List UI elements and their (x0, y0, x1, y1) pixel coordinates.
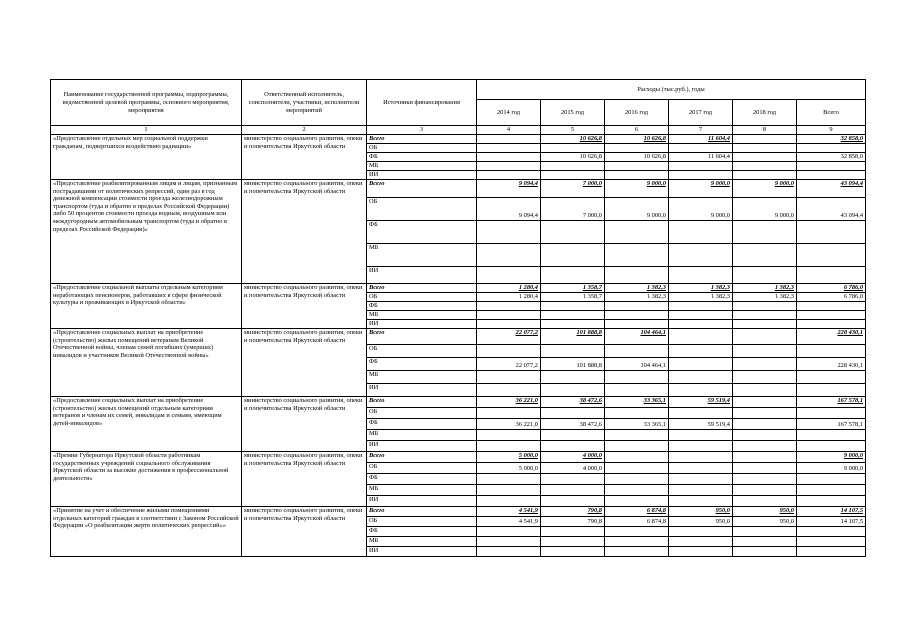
year-value (605, 371, 669, 384)
program-name: «Принятие на учет и обеспечение жилыми помещениями отдельных категорий граждан в соответствии с Законом Российской Федерации «О реабилитации жертв политических репрессий»» (51, 507, 242, 557)
year-value (477, 496, 541, 507)
year-value: 1 382,3 (733, 293, 797, 302)
year-value (733, 496, 797, 507)
total-value (797, 311, 866, 320)
year-value: 1 382,3 (669, 293, 733, 302)
total-value (797, 474, 866, 485)
total-value (797, 430, 866, 441)
header-year: 2018 год (733, 100, 797, 126)
header-year: 2016 год (605, 100, 669, 126)
total-value (797, 527, 866, 537)
total-value: 43 094,4 (797, 198, 866, 221)
year-value (541, 221, 605, 244)
funding-source: ИИ (367, 384, 477, 397)
header-responsible: Ответственный исполнитель, соисполнители, участники, исполнители мероприятий (242, 80, 367, 126)
year-value: 9 094,4 (477, 198, 541, 221)
year-value (605, 162, 669, 171)
year-value (733, 221, 797, 244)
total-value: 228 430,1 (797, 329, 866, 345)
year-value: 1 280,4 (477, 293, 541, 302)
year-value: 7 000,0 (541, 180, 605, 198)
document-page (50, 79, 865, 557)
funding-source: Всего (367, 284, 477, 293)
funding-source: МБ (367, 485, 477, 496)
funding-source: Всего (367, 135, 477, 144)
year-value (541, 430, 605, 441)
year-value: 9 000,0 (669, 198, 733, 221)
total-value (797, 144, 866, 153)
funding-source: ФБ (367, 527, 477, 537)
year-value (605, 537, 669, 547)
year-value (605, 384, 669, 397)
year-value: 10 626,8 (605, 135, 669, 144)
total-value (797, 345, 866, 358)
total-value (797, 221, 866, 244)
year-value (541, 527, 605, 537)
funding-source: ОБ (367, 517, 477, 527)
year-value (733, 441, 797, 452)
year-value: 36 221,0 (477, 419, 541, 430)
year-value: 5 000,0 (477, 452, 541, 463)
program-name: «Премии Губернатора Иркутской области работникам государственных учреждений социального обслуживания Иркутской области за высокие достижения в профессиональной деятельности» (51, 452, 242, 507)
year-value: 10 626,8 (541, 135, 605, 144)
funding-source: ИИ (367, 320, 477, 329)
year-value (733, 527, 797, 537)
year-value: 950,0 (733, 517, 797, 527)
year-value: 10 626,8 (605, 153, 669, 162)
column-number-row (51, 126, 866, 135)
year-value: 1 382,3 (605, 293, 669, 302)
year-value: 1 382,3 (733, 284, 797, 293)
year-value (605, 474, 669, 485)
year-value (733, 371, 797, 384)
total-value: 14 107,5 (797, 517, 866, 527)
year-value (669, 267, 733, 284)
year-value (669, 371, 733, 384)
column-number: 7 (669, 126, 733, 135)
year-value (477, 221, 541, 244)
year-value (541, 162, 605, 171)
year-value (669, 463, 733, 474)
year-value (733, 267, 797, 284)
year-value (733, 329, 797, 345)
header-year: 2014 год (477, 100, 541, 126)
funding-source: Всего (367, 329, 477, 345)
year-value (605, 408, 669, 419)
year-value (541, 267, 605, 284)
funding-source: ФБ (367, 358, 477, 371)
total-value: 9 000,0 (797, 452, 866, 463)
year-value: 7 000,0 (541, 198, 605, 221)
year-value (541, 384, 605, 397)
funding-source: ОБ (367, 144, 477, 153)
year-value (669, 485, 733, 496)
header-year: 2017 год (669, 100, 733, 126)
program-name: «Предоставление социальной выплаты отдельным категориям неработающих пенсионеров, работавших в сфере физической культуры и проживающих в Иркутской области» (51, 284, 242, 329)
column-number: 5 (541, 126, 605, 135)
year-value: 36 221,0 (477, 397, 541, 408)
year-value (733, 358, 797, 371)
year-value (541, 408, 605, 419)
year-value: 4 541,9 (477, 507, 541, 517)
year-value (477, 135, 541, 144)
year-value: 38 472,6 (541, 419, 605, 430)
year-value (605, 221, 669, 244)
year-value: 5 000,0 (477, 463, 541, 474)
year-value: 9 094,4 (477, 180, 541, 198)
year-value (733, 474, 797, 485)
year-value (541, 345, 605, 358)
year-value (669, 430, 733, 441)
funding-source: МБ (367, 537, 477, 547)
table-body (51, 135, 866, 557)
year-value (477, 320, 541, 329)
year-value (733, 171, 797, 180)
year-value: 59 519,4 (669, 419, 733, 430)
year-value (477, 527, 541, 537)
column-number: 2 (242, 126, 367, 135)
responsible-executor: министерство социального развития, опеки и попечительства Иркутской области (242, 180, 367, 284)
year-value (605, 311, 669, 320)
year-value: 22 077,2 (477, 358, 541, 371)
year-value (541, 311, 605, 320)
header-sources: Источники финансирования (367, 80, 477, 126)
year-value (669, 408, 733, 419)
year-value (733, 302, 797, 311)
header-total: Всего (797, 100, 866, 126)
year-value: 9 000,0 (733, 198, 797, 221)
total-value (797, 371, 866, 384)
funding-source: ФБ (367, 221, 477, 244)
year-value: 101 888,8 (541, 329, 605, 345)
total-value (797, 496, 866, 507)
year-value (477, 171, 541, 180)
year-value (541, 474, 605, 485)
year-value: 9 000,0 (733, 180, 797, 198)
funding-source: ИИ (367, 547, 477, 557)
year-value: 6 874,8 (605, 517, 669, 527)
year-value: 1 280,4 (477, 284, 541, 293)
year-value (733, 547, 797, 557)
year-value (669, 221, 733, 244)
year-value (605, 485, 669, 496)
table-row (51, 507, 866, 517)
program-name: «Предоставление отдельных мер социальной поддержки гражданам, подвергшихся воздействию радиации» (51, 135, 242, 180)
year-value (733, 537, 797, 547)
year-value (733, 345, 797, 358)
table-row (51, 284, 866, 293)
year-value (669, 474, 733, 485)
total-value: 167 578,1 (797, 397, 866, 408)
year-value (733, 452, 797, 463)
funding-source: ФБ (367, 474, 477, 485)
column-number: 3 (367, 126, 477, 135)
year-value: 6 874,8 (605, 507, 669, 517)
financing-table (50, 79, 866, 557)
year-value: 22 077,2 (477, 329, 541, 345)
year-value: 9 000,0 (605, 180, 669, 198)
year-value (477, 345, 541, 358)
year-value (733, 244, 797, 267)
total-value: 9 000,0 (797, 463, 866, 474)
year-value (541, 244, 605, 267)
year-value: 1 358,7 (541, 293, 605, 302)
year-value: 9 000,0 (669, 180, 733, 198)
year-value: 950,0 (733, 507, 797, 517)
year-value (669, 527, 733, 537)
column-number: 8 (733, 126, 797, 135)
column-number: 4 (477, 126, 541, 135)
total-value: 43 094,4 (797, 180, 866, 198)
year-value (541, 441, 605, 452)
funding-source: Всего (367, 397, 477, 408)
year-value (733, 135, 797, 144)
year-value (477, 430, 541, 441)
year-value (669, 345, 733, 358)
year-value (605, 496, 669, 507)
year-value: 33 365,1 (605, 397, 669, 408)
year-value (669, 496, 733, 507)
year-value (605, 320, 669, 329)
year-value (477, 474, 541, 485)
responsible-executor: министерство социального развития, опеки и попечительства Иркутской области (242, 452, 367, 507)
responsible-executor: министерство социального развития, опеки и попечительства Иркутской области (242, 329, 367, 397)
year-value (541, 144, 605, 153)
table-row (51, 135, 866, 144)
year-value (605, 345, 669, 358)
year-value: 790,8 (541, 517, 605, 527)
year-value (605, 267, 669, 284)
year-value (669, 384, 733, 397)
total-value (797, 384, 866, 397)
total-value (797, 320, 866, 329)
year-value (733, 397, 797, 408)
year-value (669, 302, 733, 311)
year-value: 11 604,4 (669, 135, 733, 144)
year-value (477, 547, 541, 557)
year-value (477, 244, 541, 267)
responsible-executor: министерство социального развития, опеки и попечительства Иркутской области (242, 135, 367, 180)
funding-source: ИИ (367, 496, 477, 507)
total-value (797, 244, 866, 267)
year-value (733, 485, 797, 496)
table-row (51, 329, 866, 345)
total-value (797, 162, 866, 171)
year-value (669, 171, 733, 180)
year-value: 101 888,8 (541, 358, 605, 371)
year-value (541, 371, 605, 384)
funding-source: ОБ (367, 198, 477, 221)
year-value (541, 496, 605, 507)
year-value (477, 384, 541, 397)
year-value: 10 626,8 (541, 153, 605, 162)
funding-source: ИИ (367, 171, 477, 180)
total-value: 6 786,0 (797, 293, 866, 302)
year-value (669, 244, 733, 267)
year-value: 104 464,1 (605, 358, 669, 371)
year-value (669, 537, 733, 547)
year-value (733, 153, 797, 162)
year-value (733, 311, 797, 320)
year-value (477, 311, 541, 320)
funding-source: Всего (367, 507, 477, 517)
year-value (477, 371, 541, 384)
year-value (541, 171, 605, 180)
funding-source: МБ (367, 244, 477, 267)
total-value (797, 547, 866, 557)
funding-source: Всего (367, 180, 477, 198)
year-value (477, 441, 541, 452)
year-value (733, 408, 797, 419)
funding-source: ОБ (367, 408, 477, 419)
funding-source: ФБ (367, 153, 477, 162)
year-value (669, 547, 733, 557)
total-value (797, 408, 866, 419)
year-value (541, 547, 605, 557)
funding-source: ОБ (367, 463, 477, 474)
header-program: Наименование государственной программы, подпрограммы, ведомственной целевой программы, основного мероприятия, мероприятия (51, 80, 242, 126)
total-value: 32 858,0 (797, 153, 866, 162)
year-value (477, 153, 541, 162)
column-number: 1 (51, 126, 242, 135)
year-value: 950,0 (669, 507, 733, 517)
year-value (605, 547, 669, 557)
year-value (605, 302, 669, 311)
program-name: «Предоставление социальных выплат на приобретение (строительство) жилых помещений отдельным категориям ветеранов и членам их семей, инвалидам и семьям, имеющим детей-инвалидов» (51, 397, 242, 452)
year-value: 1 358,7 (541, 284, 605, 293)
funding-source: ФБ (367, 419, 477, 430)
year-value: 950,0 (669, 517, 733, 527)
responsible-executor: министерство социального развития, опеки и попечительства Иркутской области (242, 284, 367, 329)
total-value (797, 441, 866, 452)
year-value (541, 537, 605, 547)
header-year: 2015 год (541, 100, 605, 126)
total-value: 32 858,0 (797, 135, 866, 144)
year-value (605, 527, 669, 537)
year-value (477, 302, 541, 311)
year-value (605, 244, 669, 267)
table-row (51, 180, 866, 198)
year-value (541, 320, 605, 329)
total-value: 167 578,1 (797, 419, 866, 430)
funding-source: ОБ (367, 345, 477, 358)
funding-source: ИИ (367, 441, 477, 452)
header-expenses: Расходы (тыс.руб.), годы (477, 80, 866, 100)
total-value (797, 537, 866, 547)
year-value (541, 302, 605, 311)
year-value (605, 441, 669, 452)
year-value (605, 430, 669, 441)
year-value: 1 382,3 (669, 284, 733, 293)
year-value (733, 419, 797, 430)
year-value: 1 382,3 (605, 284, 669, 293)
year-value (669, 144, 733, 153)
funding-source: МБ (367, 162, 477, 171)
total-value: 228 430,1 (797, 358, 866, 371)
year-value (669, 441, 733, 452)
year-value (669, 311, 733, 320)
year-value (605, 144, 669, 153)
table-row (51, 452, 866, 463)
year-value (733, 463, 797, 474)
funding-source: МБ (367, 371, 477, 384)
year-value (669, 320, 733, 329)
year-value (541, 485, 605, 496)
year-value (733, 144, 797, 153)
program-name: «Предоставление реабилитированным лицам и лицам, признанным пострадавшими от политических репрессий, один раз в год денежной компенсации стоимости проезда железнодорожным транспортом (туда и обратно в пределах Российской Федерации) либо 50 процентов стоимости проезда водным, воздушным или междугородным автомобильным транспортом (туда и обратно в пределах Российской Федерации)» (51, 180, 242, 284)
year-value: 4 000,0 (541, 452, 605, 463)
table-row (51, 397, 866, 408)
program-name: «Предоставление социальных выплат на приобретение (строительство) жилых помещений ветеранам Великой Отечественной войны, членам семей погибших (умерших) инвалидов и участников Великой Отечественной войны» (51, 329, 242, 397)
year-value (669, 162, 733, 171)
year-value: 4 541,9 (477, 517, 541, 527)
year-value: 104 464,1 (605, 329, 669, 345)
funding-source: МБ (367, 311, 477, 320)
year-value (605, 452, 669, 463)
year-value (477, 408, 541, 419)
year-value: 38 472,6 (541, 397, 605, 408)
total-value: 14 107,5 (797, 507, 866, 517)
year-value (605, 171, 669, 180)
year-value (669, 358, 733, 371)
year-value (477, 267, 541, 284)
year-value: 59 519,4 (669, 397, 733, 408)
year-value (733, 162, 797, 171)
year-value (733, 320, 797, 329)
year-value (733, 384, 797, 397)
year-value (477, 537, 541, 547)
responsible-executor: министерство социального развития, опеки и попечительства Иркутской области (242, 397, 367, 452)
total-value (797, 171, 866, 180)
total-value (797, 485, 866, 496)
funding-source: ОБ (367, 293, 477, 302)
year-value (733, 430, 797, 441)
year-value (669, 452, 733, 463)
column-number: 6 (605, 126, 669, 135)
year-value (477, 485, 541, 496)
year-value (477, 162, 541, 171)
funding-source: МБ (367, 430, 477, 441)
year-value: 9 000,0 (605, 198, 669, 221)
funding-source: ФБ (367, 302, 477, 311)
total-value (797, 267, 866, 284)
year-value (605, 463, 669, 474)
year-value: 11 604,4 (669, 153, 733, 162)
year-value (669, 329, 733, 345)
year-value: 790,8 (541, 507, 605, 517)
total-value: 6 786,0 (797, 284, 866, 293)
year-value (477, 144, 541, 153)
year-value: 4 000,0 (541, 463, 605, 474)
column-number: 9 (797, 126, 866, 135)
funding-source: ИИ (367, 267, 477, 284)
responsible-executor: министерство социального развития, опеки и попечительства Иркутской области (242, 507, 367, 557)
table-header (51, 80, 866, 135)
total-value (797, 302, 866, 311)
funding-source: Всего (367, 452, 477, 463)
year-value: 33 365,1 (605, 419, 669, 430)
